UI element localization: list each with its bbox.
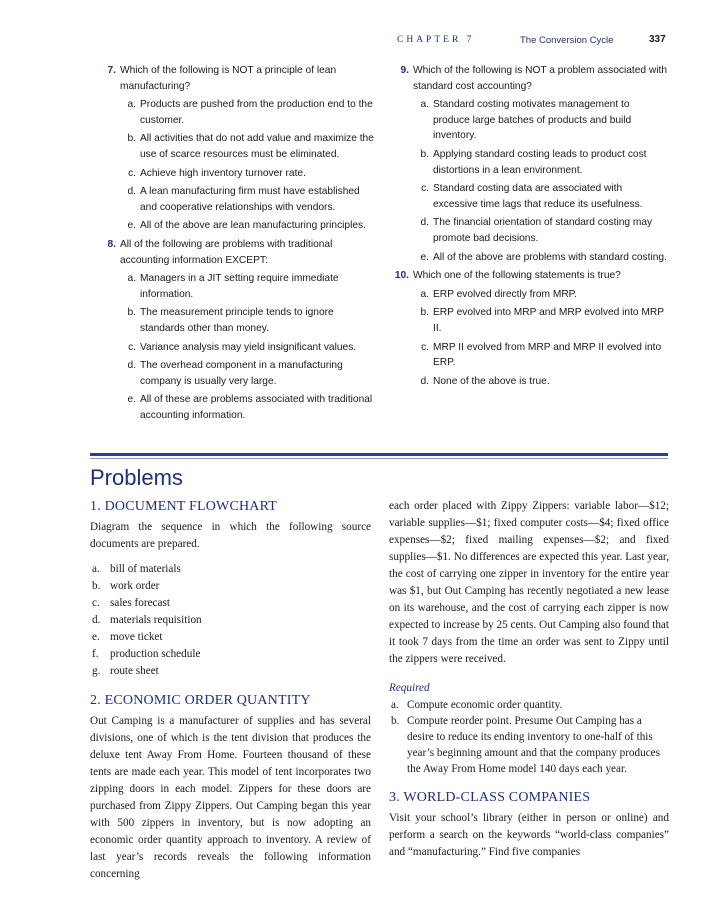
option (413, 250, 669, 266)
running-header (90, 34, 668, 50)
problems-right-column (389, 498, 669, 861)
option-list (413, 287, 669, 390)
problem-3-body: Visit your school’s library (either in person or online) and perform a search on the keywords “world-class companies” and “manufacturing.” Find five companies (389, 812, 669, 858)
required-label: Required (389, 682, 430, 694)
option (120, 340, 374, 356)
option-text: ERP evolved into MRP and MRP evolved into MRP II. (433, 307, 664, 334)
header-title: The Conversion Cycle (520, 35, 614, 46)
problems-left-column (90, 498, 371, 883)
section-rule-thin (90, 458, 668, 459)
option-letter: e. (420, 251, 429, 263)
question-text: Which of the following is NOT a principle of lean manufacturing? (120, 65, 337, 92)
option (120, 392, 374, 423)
option-letter: a. (127, 99, 136, 111)
list-item (90, 629, 371, 646)
option-text: MRP II evolved from MRP and MRP II evolved into ERP. (433, 341, 662, 369)
option (413, 287, 669, 303)
option-text: All of the above are lean manufacturing principles. (140, 220, 366, 232)
option-letter: d. (127, 186, 136, 198)
option-text: None of the above is true. (433, 375, 550, 387)
option-letter: b. (127, 133, 136, 145)
option-text: The overhead component in a manufacturing company is usually very large. (140, 360, 343, 387)
item-text: Compute economic order quantity. (407, 699, 563, 711)
option-text: All of these are problems associated with traditional accounting information. (140, 394, 373, 421)
option (120, 358, 374, 389)
questions-right-column (387, 63, 669, 392)
questions-left-column (94, 63, 374, 426)
problem-1-intro: Diagram the sequence in which the following source documents are prepared. (90, 521, 371, 550)
option-text: Applying standard costing leads to product cost distortions in a lean environment. (433, 148, 647, 176)
option (413, 147, 669, 178)
item-letter: b. (92, 580, 101, 592)
problem-1-heading: 1. DOCUMENT FLOWCHART (90, 499, 278, 514)
list-item (90, 612, 371, 629)
question-10 (387, 268, 669, 389)
question-text: Which of the following is NOT a problem associated with standard cost accounting? (413, 65, 668, 92)
list-item (90, 578, 371, 595)
option-text: Standard costing motivates management to produce large batches of products and build inventory. (433, 99, 632, 142)
section-rule (90, 453, 668, 456)
item-text: materials requisition (110, 614, 202, 626)
option (120, 97, 374, 128)
item-letter: c. (92, 597, 100, 609)
item-letter: g. (92, 665, 101, 677)
option (120, 305, 374, 336)
list-item (90, 595, 371, 612)
option (120, 131, 374, 162)
item-letter: e. (92, 631, 100, 643)
option-letter: e. (127, 220, 136, 232)
item-text: work order (110, 580, 160, 592)
option (120, 184, 374, 215)
item-letter: d. (92, 614, 101, 626)
question-text: All of the following are problems with traditional accounting information EXCEPT: (120, 238, 333, 266)
option-text: A lean manufacturing firm must have established and cooperative relationships with vendors. (140, 186, 360, 213)
option (413, 215, 669, 246)
list-item (389, 697, 669, 713)
required-list (389, 697, 669, 777)
list-item (90, 561, 371, 578)
question-text: Which one of the following statements is true? (413, 270, 621, 282)
question-number: 8. (107, 238, 116, 250)
problem-2-body: Out Camping is a manufacturer of supplies and has several divisions, one of which is the tent division that produces the deluxe tent Away From Home. Fourteen thousand of these tents are made each year. This model of tent incorporates two zipping doors in each model. Zippers for these doors are purchased from Zippy Zippers. Out Camping began this year with 500 zippers in inventory, but is now adopting an economic order quantity approach to inventory. A review of last year’s records reveals the following information concerning (90, 715, 371, 880)
problem-3-heading: 3. WORLD-CLASS COMPANIES (389, 790, 591, 805)
section-title: Problems (90, 465, 183, 490)
option-text: All of the above are problems with standard costing. (433, 251, 667, 263)
option-letter: a. (420, 99, 429, 111)
header-chapter: CHAPTER 7 (397, 35, 475, 45)
question-9 (387, 63, 669, 265)
option (413, 181, 669, 212)
item-text: Compute reorder point. Presume Out Camping has a desire to reduce its ending inventory to one-half of this year’s beginning amount and that the company produces the Away From Home model 140 days each year. (407, 715, 660, 775)
item-letter: b. (391, 715, 400, 727)
item-text: sales forecast (110, 597, 170, 609)
option-letter: b. (420, 307, 429, 319)
option (413, 305, 669, 336)
option-text: The financial orientation of standard costing may promote bad decisions. (433, 217, 653, 244)
question-number: 10. (394, 270, 409, 282)
option-text: Products are pushed from the production end to the customer. (140, 99, 373, 126)
option-text: All activities that do not add value and maximize the use of scarce resources must be eliminated. (140, 133, 374, 160)
option-letter: c. (421, 183, 429, 195)
item-text: move ticket (110, 631, 163, 643)
question-7 (94, 63, 374, 234)
option-text: Managers in a JIT setting require immediate information. (140, 273, 339, 300)
option (120, 166, 374, 182)
option-letter: d. (420, 217, 429, 229)
item-letter: a. (391, 699, 399, 711)
option-list (413, 97, 669, 265)
option-letter: e. (127, 394, 136, 406)
option-letter: d. (420, 375, 429, 387)
problem-2-heading: 2. ECONOMIC ORDER QUANTITY (90, 693, 311, 708)
question-number: 9. (400, 65, 409, 76)
item-letter: a. (92, 563, 100, 575)
option-letter: b. (420, 148, 429, 160)
list-item (90, 646, 371, 663)
option (413, 374, 669, 390)
option (413, 340, 669, 371)
problem-2-body-continued: each order placed with Zippy Zippers: variable labor—$12; variable supplies—$1; fixed computer costs—$4; fixed office expenses—$2; fixed mailing expenses—$2; and fixed supplies—$1. No differences are expected this year. Last year, the cost of carrying one zipper in inventory for the entire year was $1, but Out Camping has recently negotiated a new lease on its warehouse, and the cost of carrying each zipper is now expected to increase by 25 cents. Out Camping also found that it took 7 days from the time an order was sent to Zippy until the zippers were received. (389, 500, 669, 665)
item-text: route sheet (110, 665, 159, 677)
item-letter: f. (92, 648, 99, 660)
question-8 (94, 237, 374, 424)
option-letter: a. (420, 288, 429, 300)
option-letter: a. (127, 273, 136, 285)
option-text: Standard costing data are associated with excessive time lags that reduce its usefulness. (433, 183, 643, 210)
page-number: 337 (649, 34, 666, 45)
option-list (120, 271, 374, 423)
question-number: 7. (107, 65, 116, 76)
option-letter: c. (421, 341, 429, 353)
option-text: ERP evolved directly from MRP. (433, 288, 577, 300)
option-list (120, 97, 374, 234)
option (413, 97, 669, 144)
item-text: bill of materials (110, 563, 181, 575)
document-list (90, 561, 371, 680)
list-item (90, 663, 371, 680)
item-text: production schedule (110, 648, 201, 660)
option-text: The measurement principle tends to ignore standards other than money. (140, 307, 334, 334)
option-text: Achieve high inventory turnover rate. (140, 167, 306, 179)
option-letter: c. (128, 167, 136, 179)
option-letter: b. (127, 307, 136, 319)
option (120, 271, 374, 302)
option-letter: c. (128, 341, 136, 353)
list-item (389, 713, 669, 777)
option-letter: d. (127, 360, 136, 372)
option-text: Variance analysis may yield insignificant values. (140, 341, 357, 353)
option (120, 218, 374, 234)
